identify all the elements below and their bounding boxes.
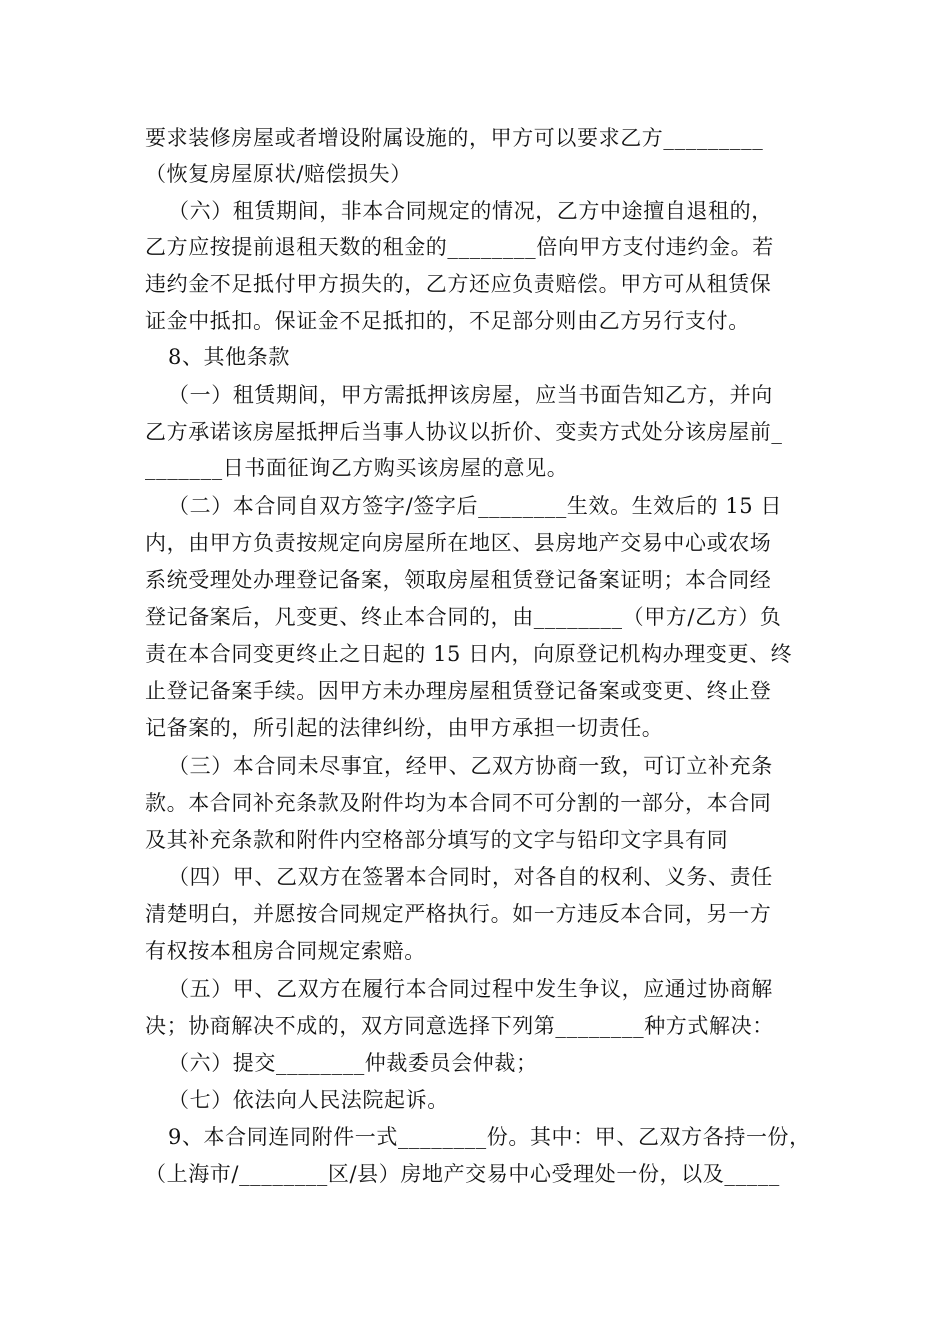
text-line: （三）本合同未尽事宜，经甲、乙双方协商一致，可订立补充条 [168,754,773,778]
text-line: 乙方应按提前退租天数的租金的________倍向甲方支付违约金。若 [145,235,774,259]
text-line: 系统受理处办理登记备案，领取房屋租赁登记备案证明；本合同经 [145,568,772,592]
text-line: 乙方承诺该房屋抵押后当事人协议以折价、变卖方式处分该房屋前_ [145,420,783,444]
text-line: （二）本合同自双方签字/签字后________生效。生效后的 15 日 [168,494,783,518]
text-line: （五）甲、乙双方在履行本合同过程中发生争议，应通过协商解 [168,977,773,1001]
text-line: 违约金不足抵付甲方损失的，乙方还应负责赔偿。甲方可从租赁保 [145,272,772,296]
text-line: （七）依法向人民法院起诉。 [168,1088,449,1112]
text-line: 决；协商解决不成的，双方同意选择下列第________种方式解决： [145,1014,774,1038]
text-line: _______日书面征询乙方购买该房屋的意见。 [145,456,569,480]
text-line: （六）提交________仲裁委员会仲裁； [168,1051,538,1075]
text-line: （六）租赁期间，非本合同规定的情况，乙方中途擅自退租的， [168,199,773,223]
section-heading: 9、本合同连同附件一式________份。其中：甲、乙双方各持一份， [168,1125,811,1149]
text-line: 内，由甲方负责按规定向房屋所在地区、县房地产交易中心或农场 [145,531,772,555]
text-line: 止登记备案手续。因甲方未办理房屋租赁登记备案或变更、终止登 [145,679,772,703]
text-line: （四）甲、乙双方在签署本合同时，对各自的权利、义务、责任 [168,865,773,889]
text-line: 记备案的，所引起的法律纠纷，由甲方承担一切责任。 [145,716,664,740]
text-line: 有权按本租房合同规定索赔。 [145,939,426,963]
text-line: 证金中抵扣。保证金不足抵扣的，不足部分则由乙方另行支付。 [145,309,750,333]
text-line: 清楚明白，并愿按合同规定严格执行。如一方违反本合同，另一方 [145,902,772,926]
text-line: 要求装修房屋或者增设附属设施的，甲方可以要求乙方_________ [145,126,764,150]
text-line: （一）租赁期间，甲方需抵押该房屋，应当书面告知乙方，并向 [168,383,773,407]
text-line: （恢复房屋原状/赔偿损失） [145,162,412,186]
text-line: 款。本合同补充条款及附件均为本合同不可分割的一部分，本合同 [145,791,772,815]
text-line: 登记备案后，凡变更、终止本合同的，由________（甲方/乙方）负 [145,605,782,629]
text-line: （上海市/________区/县）房地产交易中心受理处一份，以及_____ [145,1162,780,1186]
text-line: 及其补充条款和附件内空格部分填写的文字与铅印文字具有同 [145,828,729,852]
section-heading: 8、其他条款 [168,345,290,369]
text-line: 责在本合同变更终止之日起的 15 日内，向原登记机构办理变更、终 [145,642,793,666]
